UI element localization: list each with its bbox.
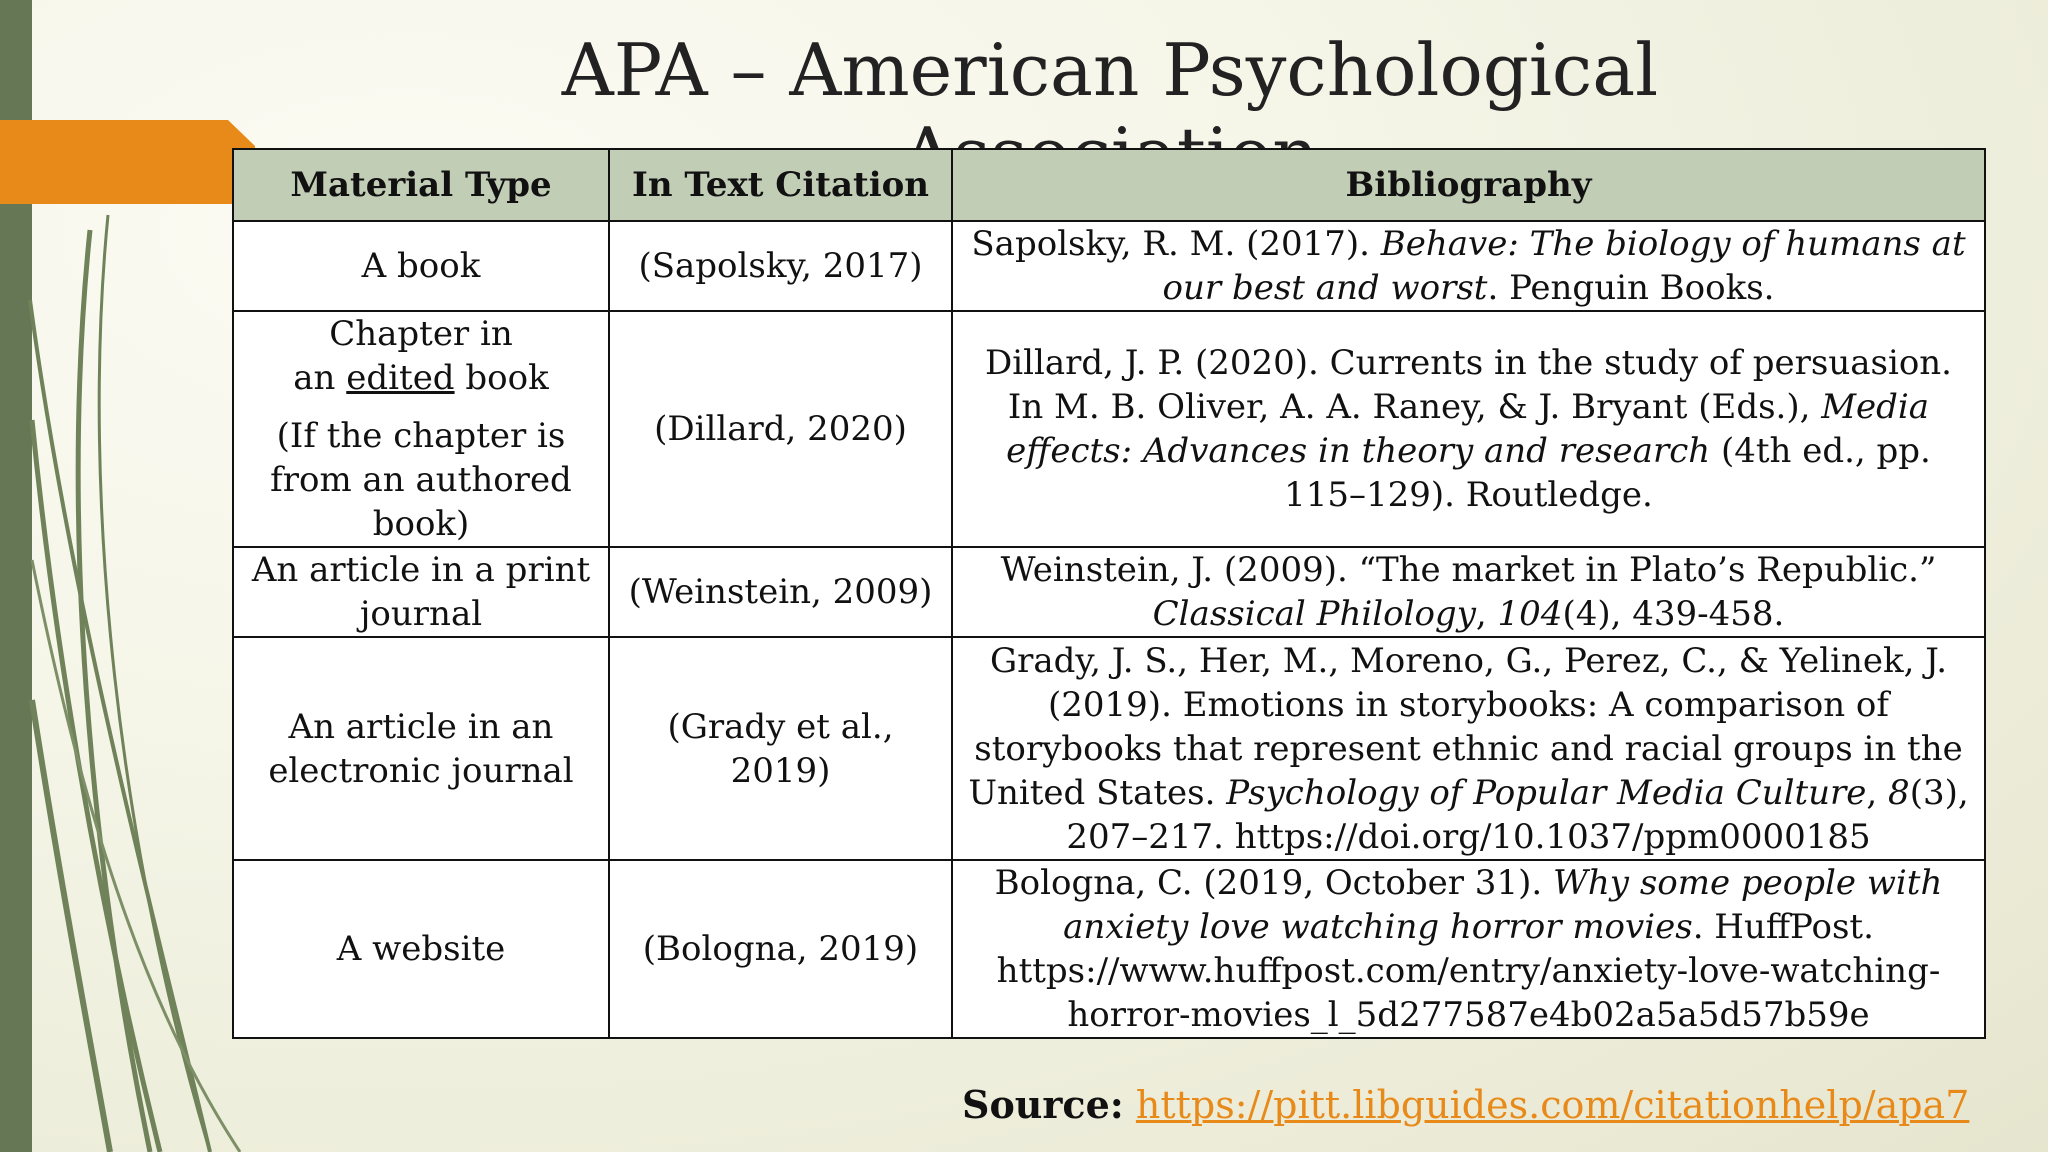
header-bibliography: Bibliography <box>952 149 1985 221</box>
header-material-type: Material Type <box>233 149 609 221</box>
header-in-text-citation: In Text Citation <box>609 149 952 221</box>
orange-accent-tab <box>0 120 255 204</box>
material-type-cell: Chapter in an edited book (If the chapter is from an authored book) <box>233 311 609 547</box>
material-type-cell: A book <box>233 221 609 311</box>
citation-cell: (Weinstein, 2009) <box>609 547 952 637</box>
apa-citation-table <box>232 148 1986 1039</box>
source-link[interactable]: https://pitt.libguides.com/citationhelp/apa7 <box>1135 1083 1970 1127</box>
page-title: APA – American Psychological <box>561 28 1659 112</box>
citation-cell: (Bologna, 2019) <box>609 860 952 1038</box>
citation-cell: (Grady et al., 2019) <box>609 637 952 860</box>
table-header-row <box>233 149 1985 221</box>
source-line <box>962 1082 1969 1127</box>
table-row <box>233 860 1985 1038</box>
source-label: Source: <box>962 1082 1124 1127</box>
bibliography-cell: Dillard, J. P. (2020). Currents in the study of persuasion. In M. B. Oliver, A. A. Raney, & J. Bryant (Eds.), Media effects: Advances in theory and research (4th ed., pp. 115–129). Routledge. <box>952 311 1985 547</box>
table-row <box>233 311 1985 547</box>
bibliography-cell: Weinstein, J. (2009). “The market in Plato’s Republic.” Classical Philology, 104(4), 439-458. <box>952 547 1985 637</box>
material-type-cell: A website <box>233 860 609 1038</box>
material-note: (If the chapter is from an authored book) <box>270 416 572 544</box>
citation-cell: (Sapolsky, 2017) <box>609 221 952 311</box>
table-row <box>233 221 1985 311</box>
citation-cell: (Dillard, 2020) <box>609 311 952 547</box>
bibliography-cell: Grady, J. S., Her, M., Moreno, G., Perez, C., & Yelinek, J. (2019). Emotions in storybooks: A comparison of storybooks that represent ethnic and racial groups in the United States. Psychology of Popular Media Culture, 8(3), 207–217. https://doi.org/10.1037/ppm0000185 <box>952 637 1985 860</box>
material-type-cell: An article in an electronic journal <box>233 637 609 860</box>
bibliography-cell: Bologna, C. (2019, October 31). Why some people with anxiety love watching horror movies. HuffPost. https://www.huffpost.com/entry/anxiety-love-watching-horror-movies_l_5d277587e4b02a5a5d57b59e <box>952 860 1985 1038</box>
table-row <box>233 637 1985 860</box>
material-type-cell: An article in a print journal <box>233 547 609 637</box>
table-row <box>233 547 1985 637</box>
bibliography-cell: Sapolsky, R. M. (2017). Behave: The biology of humans at our best and worst. Penguin Books. <box>952 221 1985 311</box>
